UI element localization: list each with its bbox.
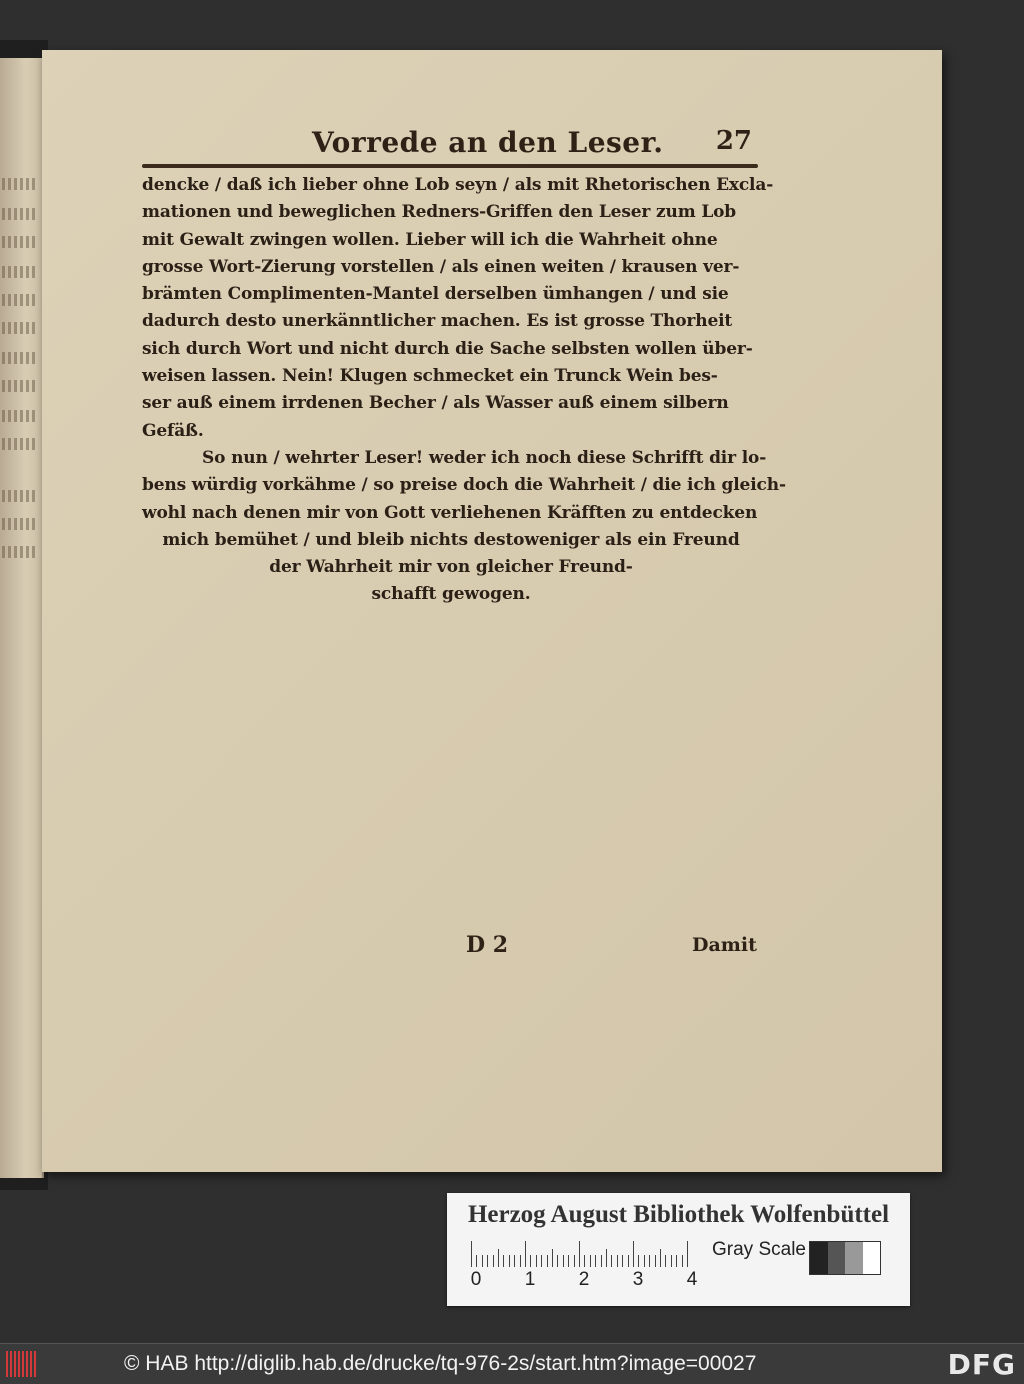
ruler-tick <box>487 1255 488 1267</box>
ruler-label: 2 <box>578 1269 590 1290</box>
ruler-tick <box>536 1255 537 1267</box>
ruler-tick <box>606 1249 607 1267</box>
ruler-tick <box>617 1255 618 1267</box>
ruler-tick <box>611 1255 612 1267</box>
barcode-icon <box>6 1351 40 1377</box>
text-line: mich bemühet / und bleib nichts destoweniger als ein Freund <box>162 529 740 550</box>
ruler-tick <box>665 1255 666 1267</box>
ruler-tick <box>595 1255 596 1267</box>
text-line: mationen und beweglichen Redners-Griffen den Leser zum Lob <box>142 202 737 223</box>
ruler-tick <box>514 1255 515 1267</box>
text-line: schafft gewogen. <box>371 584 531 605</box>
library-name: Herzog August Bibliothek Wolfenbüttel <box>467 1201 890 1228</box>
text-line: dencke / daß ich lieber ohne Lob seyn / als mit Rhetorischen Excla- <box>142 175 774 195</box>
signature-mark: D 2 <box>466 932 509 958</box>
ruler-tick <box>649 1255 650 1267</box>
text-line: wohl nach denen mir von Gott verliehenen Kräfften zu entdecken <box>142 502 758 523</box>
text-line: der Wahrheit mir von gleicher Freund- <box>269 557 633 578</box>
text-line: brämten Complimenten-Mantel derselben ümhangen / und sie <box>142 284 729 305</box>
ruler-label: 4 <box>686 1269 698 1290</box>
ruler-label: 3 <box>632 1269 644 1290</box>
ruler-tick <box>563 1255 564 1267</box>
ruler-tick <box>687 1241 688 1267</box>
running-head: Vorrede an den Leser. <box>312 126 664 159</box>
previous-page-edge <box>0 58 44 1178</box>
ruler-tick <box>590 1255 591 1267</box>
ruler-tick <box>476 1255 477 1267</box>
text-line: So nun / wehrter Leser! weder ich noch diese Schrifft dir lo- <box>202 447 767 468</box>
ruler-tick <box>568 1255 569 1267</box>
ruler-scale <box>471 1241 687 1267</box>
page-number: 27 <box>715 126 752 156</box>
ruler-tick <box>579 1241 580 1267</box>
ruler-tick <box>676 1255 677 1267</box>
ruler-tick <box>660 1249 661 1267</box>
ruler-tick <box>574 1255 575 1267</box>
header-rule <box>142 164 758 168</box>
ruler-tick <box>509 1255 510 1267</box>
ruler-tick <box>493 1255 494 1267</box>
ruler-tick <box>547 1255 548 1267</box>
book-page <box>42 50 942 1172</box>
ruler-tick <box>498 1249 499 1267</box>
text-line: grosse Wort-Zierung vorstellen / als einen weiten / krausen ver- <box>142 256 740 277</box>
body-text <box>142 172 786 609</box>
dfg-logo: DFG <box>947 1348 1016 1381</box>
text-line: bens würdig vorkähme / so preise doch die Wahrheit / die ich gleich- <box>142 475 786 496</box>
text-line: weisen lassen. Nein! Klugen schmecket ein Trunck Wein bes- <box>142 366 718 387</box>
ruler-tick <box>482 1255 483 1267</box>
gray-scale-label: Gray Scale <box>712 1239 806 1260</box>
ruler-tick <box>525 1241 526 1267</box>
page-header <box>312 126 752 162</box>
ruler-label: 0 <box>470 1269 482 1290</box>
ruler-tick <box>628 1255 629 1267</box>
ruler-tick <box>644 1255 645 1267</box>
ruler-tick <box>530 1255 531 1267</box>
ruler-tick <box>520 1255 521 1267</box>
ruler-tick <box>584 1255 585 1267</box>
text-line: sich durch Wort und nicht durch die Sache selbsten wollen über- <box>142 338 753 359</box>
footer-credit: © HAB http://diglib.hab.de/drucke/tq-976-2s/start.htm?image=00027 <box>124 1352 757 1375</box>
ruler-tick <box>471 1241 472 1267</box>
library-color-card <box>447 1193 910 1306</box>
text-line: mit Gewalt zwingen wollen. Lieber will ich die Wahrheit ohne <box>142 229 718 250</box>
ruler-tick <box>638 1255 639 1267</box>
text-line: dadurch desto unerkänntlicher machen. Es ist grosse Thorheit <box>142 311 733 332</box>
ruler-tick <box>655 1255 656 1267</box>
ruler-tick <box>633 1241 634 1267</box>
ruler-tick <box>682 1255 683 1267</box>
ruler-tick <box>552 1249 553 1267</box>
footer-bar <box>0 1343 1024 1384</box>
text-line: ser auß einem irrdenen Becher / als Wasser auß einem silbern <box>142 393 729 414</box>
ruler-label: 1 <box>524 1269 536 1290</box>
ruler-tick <box>622 1255 623 1267</box>
gray-scale-patches <box>809 1241 881 1275</box>
ruler-tick <box>541 1255 542 1267</box>
ruler-tick <box>503 1255 504 1267</box>
text-line: Gefäß. <box>142 420 204 441</box>
ruler-tick <box>557 1255 558 1267</box>
catchword: Damit <box>692 934 757 956</box>
ruler-tick <box>601 1255 602 1267</box>
ruler-tick <box>671 1255 672 1267</box>
